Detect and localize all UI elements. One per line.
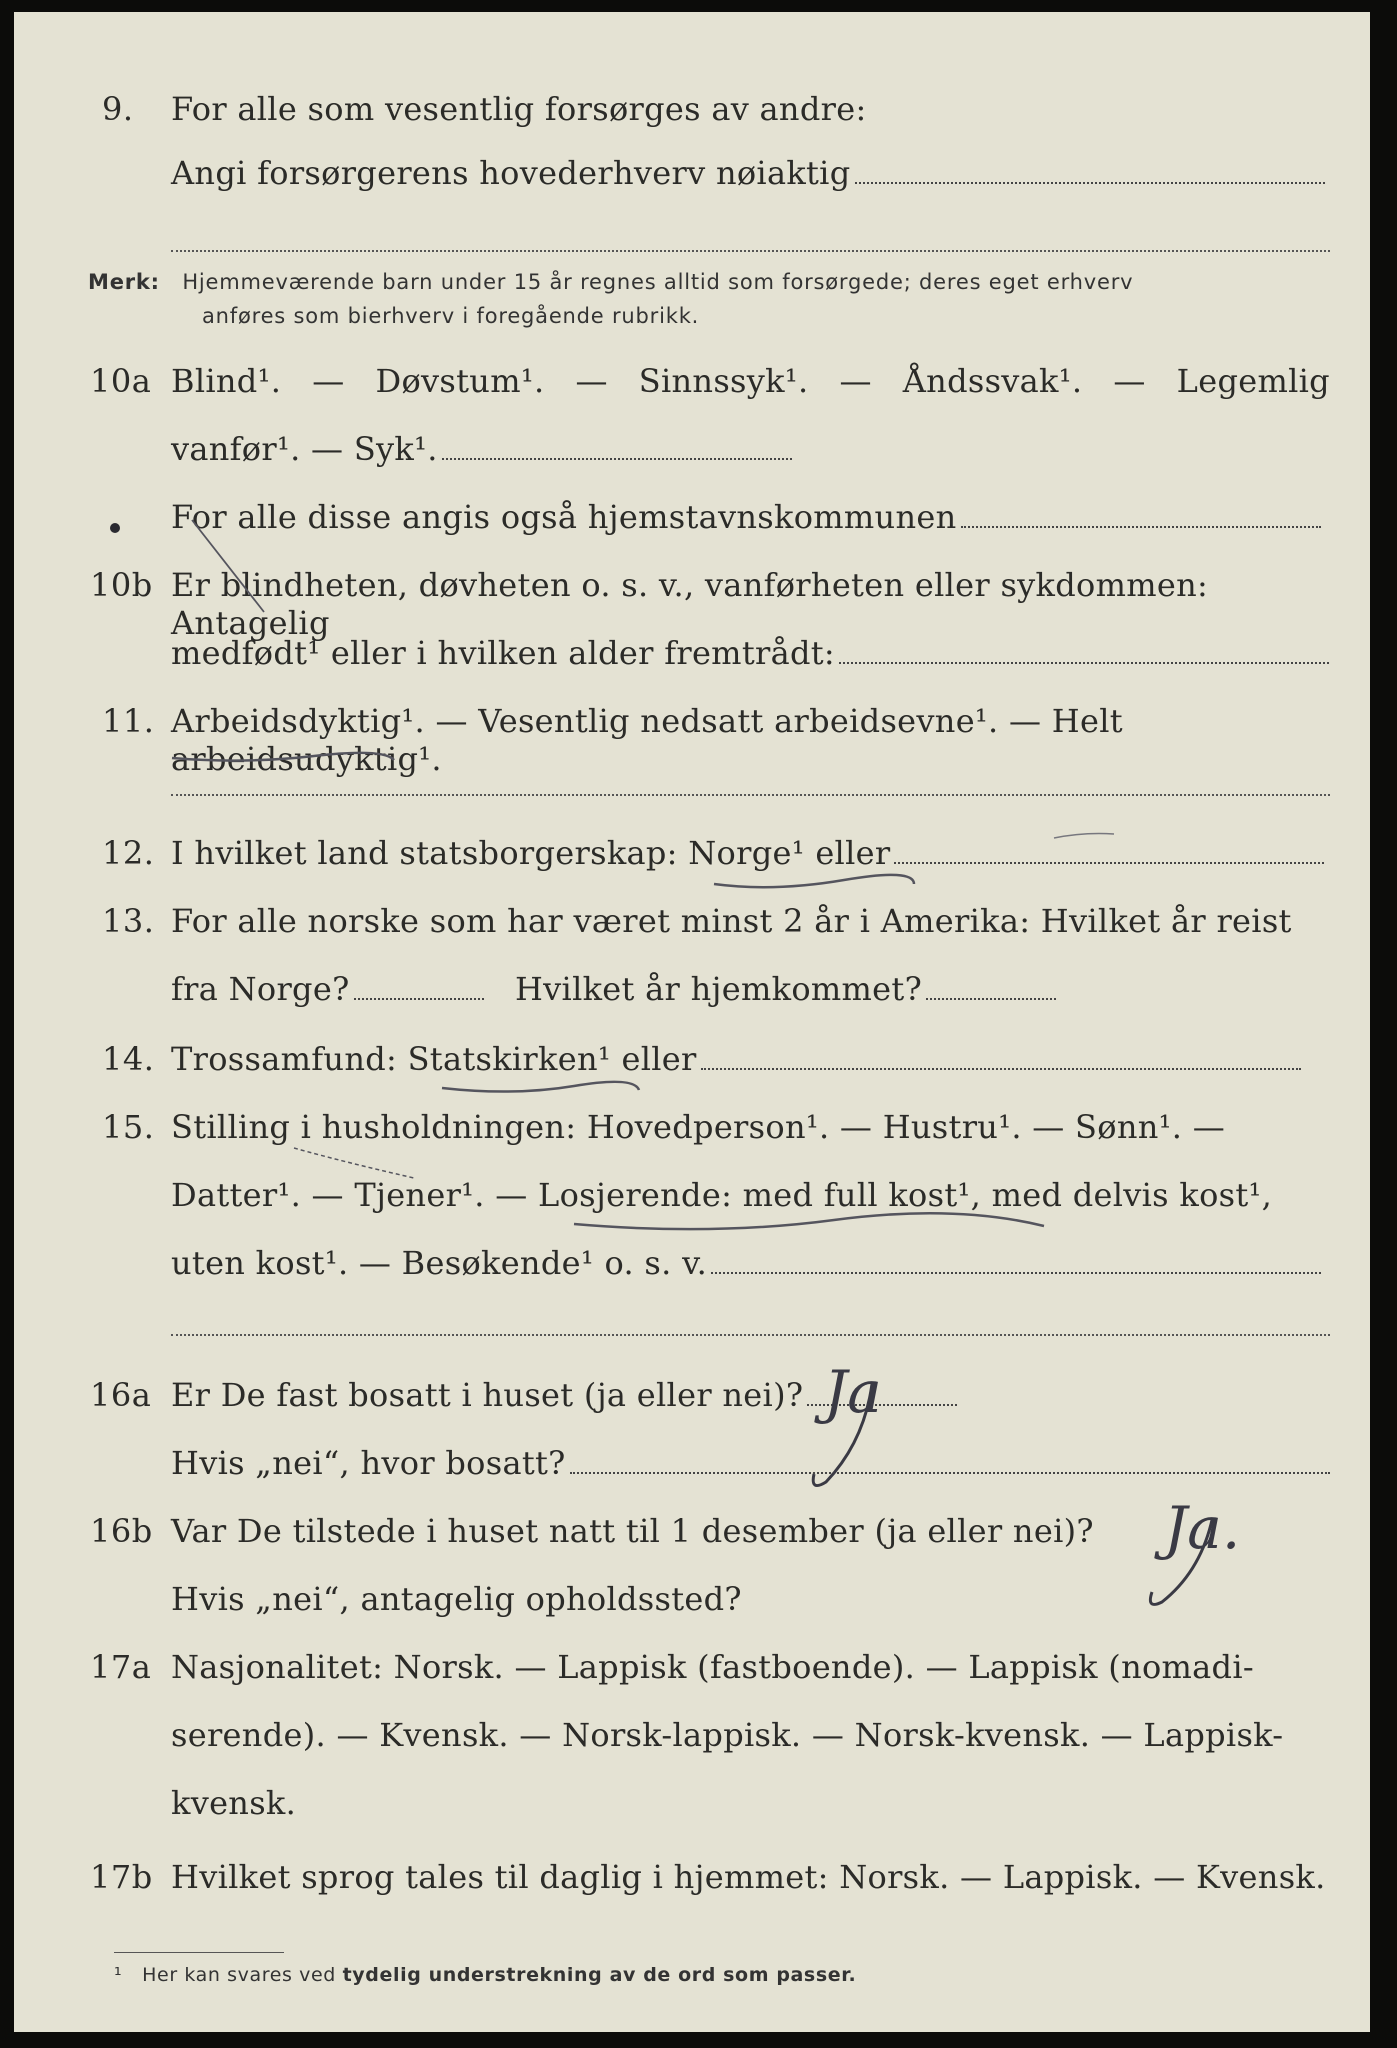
q16b-line2: Hvis „nei“, antagelig opholdssted?	[171, 1580, 742, 1618]
q16a-number: 16a	[90, 1376, 152, 1414]
q16b-handwritten-answer: Ja.	[1164, 1494, 1241, 1562]
q16a-handwritten-answer: Ja	[824, 1358, 882, 1426]
q16a-line1: Er De fast bosatt i huset (ja eller nei)?	[171, 1376, 957, 1414]
q14-text: Trossamfund: Statskirken¹ eller	[171, 1040, 1301, 1078]
q12-text: I hvilket land statsborgerskap: Norge¹ eller	[171, 834, 1324, 872]
q16b-line1: Var De tilstede i huset natt til 1 desember (ja eller nei)?	[171, 1512, 1094, 1550]
q10b-line1: Er blindheten, døvheten o. s. v., vanførheten eller sykdommen: Antagelig	[171, 566, 1209, 642]
q17a-line3: kvensk.	[171, 1784, 297, 1822]
merk-note-line2: anføres som bierhverv i foregående rubrikk.	[202, 304, 700, 328]
q9-line1: For alle som vesentlig forsørges av andre:	[171, 90, 867, 128]
q17b-text: Hvilket sprog tales til daglig i hjemmet: Norsk. — Lappisk. — Kvensk.	[171, 1858, 1326, 1896]
merk-note-line1: Merk: Hjemmeværende barn under 15 år regnes alltid som forsørgede; deres eget erhverv	[88, 270, 1134, 294]
underline-losjerende	[574, 1213, 1044, 1229]
q13-line1: For alle norske som har været minst 2 år i Amerika: Hvilket år reist	[171, 902, 1292, 940]
q14-number: 14.	[102, 1040, 155, 1078]
q11-number: 11.	[102, 702, 155, 740]
q17b-number: 17b	[90, 1858, 153, 1896]
q10b-number: 10b	[90, 566, 153, 604]
q17a-line1: Nasjonalitet: Norsk. — Lappisk (fastboende). — Lappisk (nomadi-	[171, 1648, 1254, 1686]
q10a-number: 10a	[90, 362, 152, 400]
handwriting-stroke-16b	[1150, 1520, 1212, 1604]
pencil-stroke-2	[294, 1148, 414, 1178]
q16a-line2: Hvis „nei“, hvor bosatt?	[171, 1444, 1330, 1482]
handwritten-marks	[14, 12, 1370, 2032]
q12-number: 12.	[102, 834, 155, 872]
q15-line1: Stilling i husholdningen: Hovedperson¹. — Hustru¹. — Sønn¹. —	[171, 1108, 1226, 1146]
underline-arbeidsdyktig	[172, 753, 394, 761]
q10a-line3: For alle disse angis også hjemstavnskommunen	[171, 498, 1321, 536]
underline-norge	[714, 875, 914, 887]
q10a-line2: vanfør¹. — Syk¹.	[171, 430, 792, 468]
q10b-line2: medfødt¹ eller i hvilken alder fremtrådt:	[171, 634, 1329, 672]
handwriting-stroke-16a	[813, 1384, 872, 1486]
ink-dot	[110, 523, 120, 533]
q11-text: Arbeidsdyktig¹. — Vesentlig nedsatt arbeidsevne¹. — Helt arbeidsudyktig¹.	[171, 702, 1123, 778]
q15-line3: uten kost¹. — Besøkende¹ o. s. v.	[171, 1244, 1321, 1282]
q9-line2: Angi forsørgerens hovederhverv nøiaktig	[171, 154, 1325, 192]
q16b-number: 16b	[90, 1512, 153, 1550]
pencil-stroke	[192, 520, 264, 612]
q17a-number: 17a	[90, 1648, 152, 1686]
q10a-line1: Blind¹. — Døvstum¹. — Sinnssyk¹. — Åndssvak¹. — Legemlig	[171, 362, 1330, 400]
q13-number: 13.	[102, 902, 155, 940]
q13-line2: fra Norge? Hvilket år hjemkommet?	[171, 970, 1056, 1008]
q15-number: 15.	[102, 1108, 155, 1146]
pencil-stroke-3	[1054, 834, 1114, 839]
q15-line2: Datter¹. — Tjener¹. — Losjerende: med full kost¹, med delvis kost¹,	[171, 1176, 1273, 1214]
census-form-page	[14, 12, 1370, 2032]
underline-statskirken	[442, 1082, 639, 1092]
q9-number: 9.	[102, 90, 134, 128]
q17a-line2: serende). — Kvensk. — Norsk-lappisk. — Norsk-kvensk. — Lappisk-	[171, 1716, 1284, 1754]
footnote: ¹ Her kan svares ved tydelig understrekning av de ord som passer.	[114, 1964, 857, 1986]
